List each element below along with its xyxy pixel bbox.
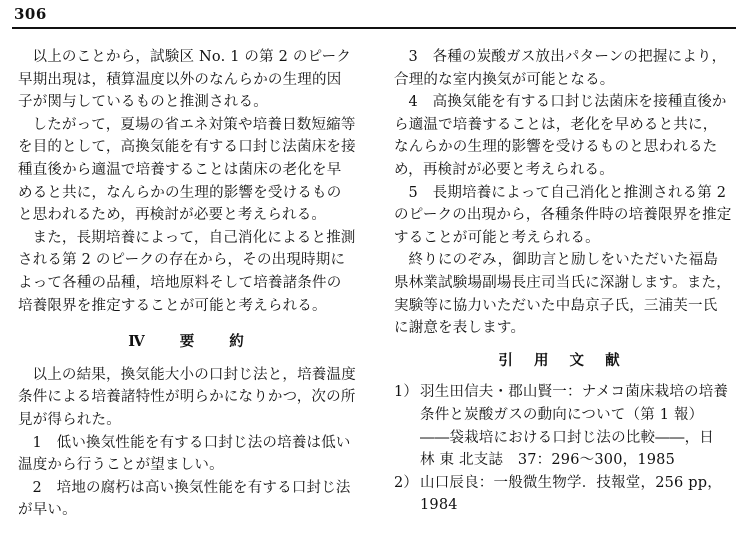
- section-heading-summary: Ⅳ 要 約: [128, 333, 246, 351]
- header-rule: [12, 27, 736, 29]
- summary-item: 3 各種の炭酸ガス放出パターンの把握により，合理的な室内換気が可能となる。: [394, 49, 727, 88]
- reference-item: [394, 472, 732, 517]
- page-number: 306: [14, 5, 47, 23]
- reference-text: 山口辰良：一般微生物学．技報堂，256 pp，1984: [420, 474, 722, 514]
- body-paragraph: したがって，夏場の省エネ対策や培養日数短縮等を目的として，高換気能を有する口封じ法菌床を接種直後から適温で培養することは菌床の老化を早めると共に，なんらかの生理的影響を受けるものと思われるため，再検討が必要と考えられる。: [18, 116, 356, 224]
- summary-item: 4 高換気能を有する口封じ法菌床を接種直後から適温で培養することは，老化を早めると共に，なんらかの生理的影響を受けるものと思われるため，再検討が必要と考えられる。: [394, 94, 727, 178]
- reference-text: 羽生田信夫・郡山賢一：ナメコ菌床栽培の培養条件と炭酸ガスの動向について（第 1 報）――袋栽培における口封じ法の比較――，日 林 東 北支誌 37：296〜300，1985: [420, 384, 729, 469]
- reference-item: [394, 381, 732, 471]
- summary-item: 1 低い換気性能を有する口封じ法の培養は低い温度から行うことが望ましい。: [18, 434, 351, 474]
- reference-number: 1）: [394, 384, 419, 401]
- left-column: [18, 46, 356, 522]
- body-paragraph: また，長期培養によって，自己消化によると推測される第 2 のピークの存在から，その出現時期によって各種の品種，培地原料そして培養諸条件の培養限界を推定することが可能と考えられる。: [18, 229, 356, 314]
- right-column: [394, 46, 732, 517]
- summary-item: 5 長期培養によって自己消化と推測される第 2 のピークの出現から，各種条件時の培養限界を推定することが可能と考えられる。: [394, 184, 732, 246]
- acknowledgement-paragraph: 終りにのぞみ，御助言と励しをいただいた福島県林業試験場副場長庄司当氏に深謝します。また，実験等に協力いただいた中島京子氏，三浦芙一氏に謝意を表します。: [394, 252, 731, 337]
- summary-paragraph: 以上の結果，換気能大小の口封じ法と，培養温度条件による培養諸特性が明らかになりかつ，次の所見が得られた。: [18, 366, 356, 428]
- summary-item: 2 培地の腐朽は高い換気性能を有する口封じ法が早い。: [18, 479, 351, 519]
- reference-number: 2）: [394, 474, 419, 491]
- body-paragraph: 以上のことから，試験区 No. 1 の第 2 のピーク早期出現は，積算温度以外のなんらかの生理的因子が関与しているものと推測される。: [18, 49, 352, 111]
- references-heading: 引 用 文 献: [498, 351, 628, 369]
